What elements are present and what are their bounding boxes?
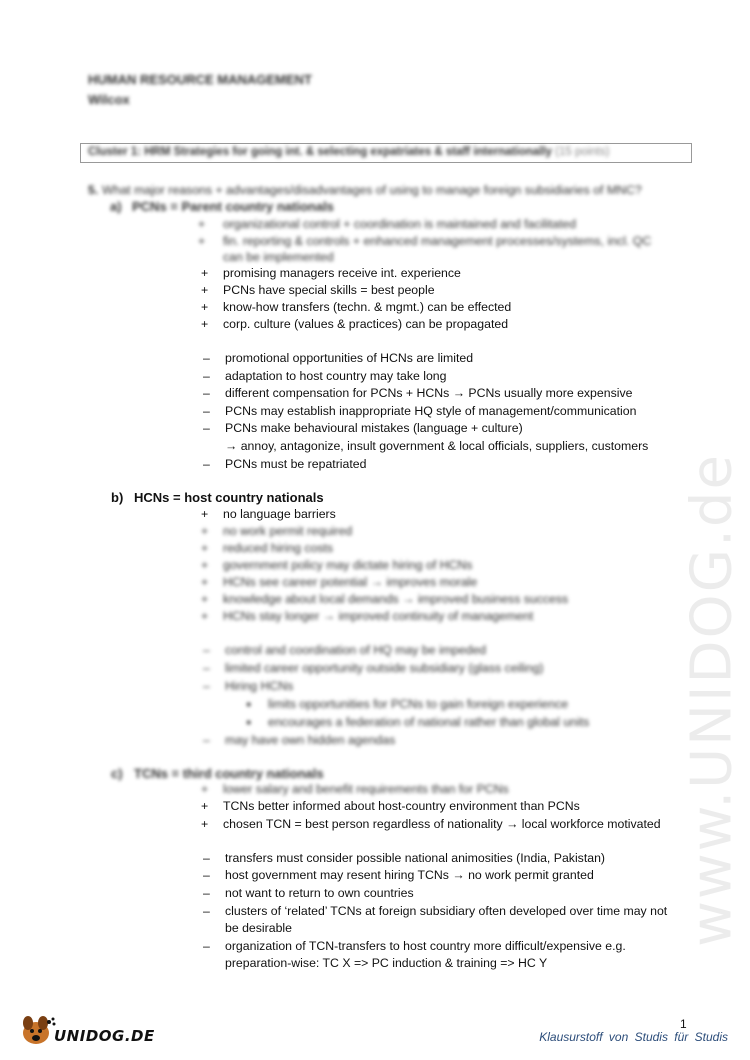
list-item: PCNs make behavioural mistakes (language + culture) bbox=[225, 421, 523, 435]
minus-symbol: – bbox=[203, 369, 210, 383]
list-item: different compensation for PCNs + HCNs → PCNs usually more expensive bbox=[225, 386, 633, 400]
question-number: 5. bbox=[88, 183, 99, 197]
list-item: clusters of ‘related’ TCNs at foreign subsidiary often developed over time may not bbox=[225, 904, 668, 918]
list-item: organizational control + coordination is maintained and facilitated bbox=[223, 217, 577, 231]
list-item: no language barriers bbox=[223, 507, 336, 521]
cluster-box bbox=[80, 143, 692, 163]
cluster-title: Cluster 1: HRM Strategies for going int. & selecting expatriates & staff internationally bbox=[88, 146, 552, 158]
section-c-heading: TCNs = third country nationals bbox=[134, 766, 324, 781]
document-subtitle: Wilcox bbox=[88, 92, 130, 107]
minus-symbol: – bbox=[203, 421, 210, 435]
section-a-label: a) bbox=[110, 199, 122, 214]
list-item: be desirable bbox=[225, 921, 292, 935]
list-item: corp. culture (values & practices) can be propagated bbox=[223, 317, 509, 331]
minus-symbol: – bbox=[203, 868, 210, 882]
bullet-symbol: + bbox=[198, 217, 206, 231]
minus-symbol: – bbox=[203, 661, 210, 675]
minus-symbol: – bbox=[203, 939, 210, 953]
document-title: HUMAN RESOURCE MANAGEMENT bbox=[88, 72, 312, 87]
plus-symbol: + bbox=[201, 558, 209, 572]
list-item: preparation-wise: TC X => PC induction & training => HC Y bbox=[225, 956, 548, 970]
list-item: not want to return to own countries bbox=[225, 886, 414, 900]
list-item: HCNs stay longer → improved continuity of management bbox=[223, 609, 534, 623]
plus-symbol: + bbox=[201, 317, 209, 331]
list-item: transfers must consider possible national animosities (India, Pakistan) bbox=[225, 851, 606, 865]
list-item: → annoy, antagonize, insult government & local officials, suppliers, customers bbox=[225, 439, 649, 453]
list-item: organization of TCN-transfers to host country more difficult/expensive e.g. bbox=[225, 939, 626, 953]
list-item: control and coordination of HQ may be impeded bbox=[225, 643, 487, 657]
minus-symbol: – bbox=[203, 679, 210, 693]
list-item: know-how transfers (techn. & mgmt.) can be effected bbox=[223, 300, 512, 314]
plus-symbol: + bbox=[201, 609, 209, 623]
minus-symbol: – bbox=[203, 386, 210, 400]
list-item: fin. reporting & controls + enhanced management processes/systems, incl. QC bbox=[223, 234, 652, 248]
list-item: chosen TCN = best person regardless of nationality → local workforce motivated bbox=[223, 817, 661, 831]
minus-symbol: – bbox=[203, 457, 210, 471]
list-item: no work permit required bbox=[223, 524, 353, 538]
list-item: may have own hidden agendas bbox=[225, 733, 396, 747]
minus-symbol: – bbox=[203, 886, 210, 900]
list-item: limits opportunities for PCNs to gain foreign experience bbox=[268, 697, 569, 711]
plus-symbol: + bbox=[201, 266, 209, 280]
section-b-heading: HCNs = host country nationals bbox=[134, 490, 324, 505]
list-item: promising managers receive int. experience bbox=[223, 266, 461, 280]
list-item: adaptation to host country may take long bbox=[225, 369, 447, 383]
list-item: PCNs have special skills = best people bbox=[223, 283, 435, 297]
list-item: PCNs must be repatriated bbox=[225, 457, 367, 471]
list-item: PCNs may establish inappropriate HQ style of management/communication bbox=[225, 404, 637, 418]
list-item: encourages a federation of national rather than global units bbox=[268, 715, 590, 729]
bullet-symbol: ● bbox=[246, 699, 252, 709]
minus-symbol: – bbox=[203, 733, 210, 747]
plus-symbol: + bbox=[201, 524, 209, 538]
minus-symbol: – bbox=[203, 643, 210, 657]
bullet-symbol: + bbox=[198, 234, 206, 248]
plus-symbol: + bbox=[201, 817, 209, 831]
list-item: government policy may dictate hiring of HCNs bbox=[223, 558, 473, 572]
list-item: limited career opportunity outside subsidiary (glass ceiling) bbox=[225, 661, 544, 675]
plus-symbol: + bbox=[201, 575, 209, 589]
list-item: host government may resent hiring TCNs → no work permit granted bbox=[225, 868, 594, 882]
footer-tagline: Klausurstoff von Studis für Studis bbox=[539, 1030, 728, 1044]
section-c-label: c) bbox=[111, 766, 123, 781]
list-item: HCNs see career potential → improves morale bbox=[223, 575, 478, 589]
plus-symbol: + bbox=[201, 782, 209, 796]
plus-symbol: + bbox=[201, 507, 209, 521]
section-b-label: b) bbox=[111, 490, 124, 505]
question-text: What major reasons + advantages/disadvantages of using to manage foreign subsidiaries of MNC? bbox=[102, 183, 642, 197]
watermark: www.UNIDOG.de bbox=[679, 453, 745, 947]
plus-symbol: + bbox=[201, 799, 209, 813]
list-item: reduced hiring costs bbox=[223, 541, 334, 555]
list-item: can be implemented bbox=[223, 250, 334, 264]
minus-symbol: – bbox=[203, 904, 210, 918]
list-item: TCNs better informed about host-country environment than PCNs bbox=[223, 799, 580, 813]
list-item: lower salary and benefit requirements than for PCNs bbox=[223, 782, 509, 796]
section-a-heading: PCNs = Parent country nationals bbox=[132, 199, 334, 214]
plus-symbol: + bbox=[201, 283, 209, 297]
plus-symbol: + bbox=[201, 592, 209, 606]
minus-symbol: – bbox=[203, 404, 210, 418]
minus-symbol: – bbox=[203, 351, 210, 365]
list-item: knowledge about local demands → improved business success bbox=[223, 592, 569, 606]
logo-text: UNIDOG.DE bbox=[54, 1027, 155, 1045]
cluster-points: (15 points) bbox=[555, 146, 610, 158]
bullet-symbol: ● bbox=[246, 717, 252, 727]
plus-symbol: + bbox=[201, 300, 209, 314]
list-item: Hiring HCNs bbox=[225, 679, 294, 693]
minus-symbol: – bbox=[203, 851, 210, 865]
page-number: 1 bbox=[680, 1017, 687, 1031]
plus-symbol: + bbox=[201, 541, 209, 555]
list-item: promotional opportunities of HCNs are limited bbox=[225, 351, 474, 365]
